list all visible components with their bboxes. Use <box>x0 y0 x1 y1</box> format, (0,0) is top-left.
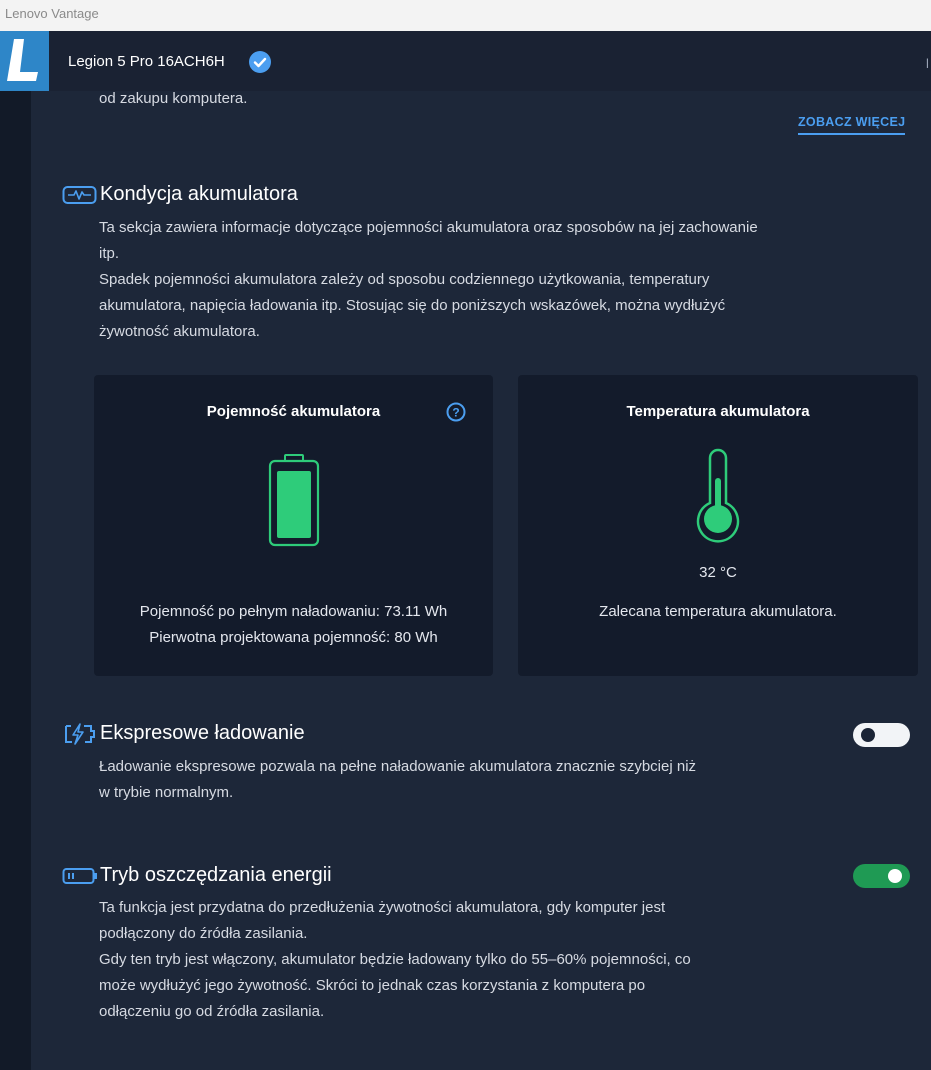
battery-temperature-value: 32 °C <box>699 564 737 581</box>
header-edge-glyph: l <box>926 56 929 71</box>
see-more-link[interactable]: ZOBACZ WIĘCEJ <box>798 115 905 135</box>
question-circle-icon[interactable] <box>446 402 466 422</box>
toggle-knob <box>888 869 902 883</box>
thermometer-icon <box>692 448 744 548</box>
battery-temperature-note: Zalecana temperatura akumulatora. <box>599 603 837 620</box>
toggle-knob <box>861 728 875 742</box>
description-line: może wydłużyć jego żywotność. Skróci to jednak czas korzystania z komputera po <box>99 977 646 994</box>
conservation-mode-description <box>99 895 859 1025</box>
battery-capacity-values <box>94 599 493 651</box>
battery-capacity-card <box>94 375 493 676</box>
rapid-charge-description <box>99 754 799 806</box>
svg-text:?: ? <box>452 405 460 420</box>
lenovo-l-icon <box>6 39 42 83</box>
conservation-mode-title: Tryb oszczędzania energii <box>100 864 332 886</box>
description-line: podłączony do źródła zasilania. <box>99 925 308 942</box>
window-titlebar <box>0 0 931 31</box>
battery-health-title: Kondycja akumulatora <box>100 183 298 205</box>
rapid-charge-toggle[interactable] <box>853 723 910 747</box>
description-line: w trybie normalnym. <box>99 784 234 801</box>
description-line: Ta sekcja zawiera informacje dotyczące pojemności akumulatora oraz sposobów na jej zachowanie <box>99 219 758 236</box>
lenovo-logo[interactable] <box>0 31 49 91</box>
rapid-charge-title: Ekspresowe ładowanie <box>100 722 305 744</box>
description-line: Ładowanie ekspresowe pozwala na pełne naładowanie akumulatora znacznie szybciej niż <box>99 758 697 775</box>
main-content[interactable] <box>31 91 931 1070</box>
design-capacity: Pierwotna projektowana pojemność: 80 Wh <box>149 629 438 646</box>
description-line: Ta funkcja jest przydatna do przedłużenia żywotności akumulatora, gdy komputer jest <box>99 899 666 916</box>
checkmark-badge-icon <box>249 51 271 73</box>
battery-low-icon <box>62 867 98 885</box>
sidebar <box>0 91 31 1070</box>
battery-health-description <box>99 215 859 345</box>
description-line: itp. <box>99 245 120 262</box>
battery-temperature-card <box>518 375 918 676</box>
device-name[interactable]: Legion 5 Pro 16ACH6H <box>68 53 225 70</box>
description-line: Spadek pojemności akumulatora zależy od sposobu codziennego użytkowania, temperatury <box>99 271 710 288</box>
battery-capacity-title: Pojemność akumulatora <box>206 403 381 420</box>
lightning-battery-icon <box>62 723 98 745</box>
description-line: odłączeniu go od źródła zasilania. <box>99 1003 325 1020</box>
description-line: żywotność akumulatora. <box>99 323 260 340</box>
heartbeat-card-icon <box>62 185 98 205</box>
conservation-mode-toggle[interactable] <box>853 864 910 888</box>
intro-trailing-text: od zakupu komputera. <box>99 91 248 107</box>
battery-full-icon <box>268 453 320 547</box>
window-title: Lenovo Vantage <box>5 6 99 21</box>
full-charge-capacity: Pojemność po pełnym naładowaniu: 73.11 Wh <box>139 603 448 620</box>
description-line: Gdy ten tryb jest włączony, akumulator będzie ładowany tylko do 55–60% pojemności, co <box>99 951 691 968</box>
battery-temperature-title: Temperatura akumulatora <box>626 403 810 420</box>
description-line: akumulatora, napięcia ładowania itp. Stosując się do poniższych wskazówek, można wydłużyć <box>99 297 726 314</box>
